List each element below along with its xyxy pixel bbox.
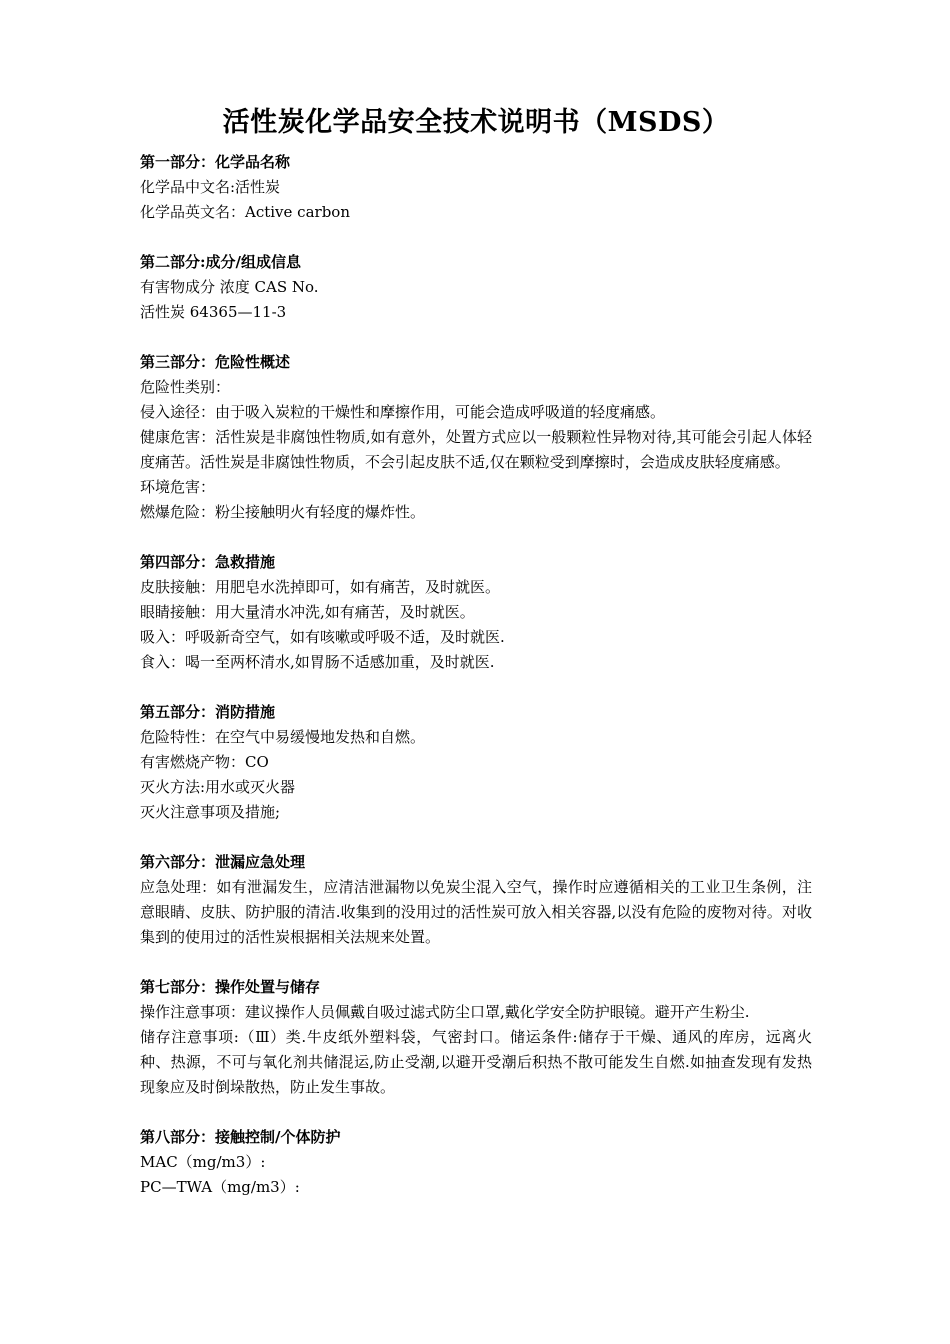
text-line: 活性炭 64365—11-3 [140, 303, 287, 321]
section-exposure-controls [140, 1125, 812, 1200]
text-line: 化学品中文名:活性炭 [140, 178, 281, 196]
section-first-aid [140, 550, 812, 675]
text-paragraph: 健康危害：活性炭是非腐蚀性物质,如有意外，处置方式应以一般颗粒性异物对待,其可能会引起人体轻度痛苦。活性炭是非腐蚀性物质，不会引起皮肤不适,仅在颗粒受到摩擦时，会造成皮肤轻度痛感。 [140, 428, 812, 471]
text-paragraph: 应急处理：如有泄漏发生，应清洁泄漏物以免炭尘混入空气，操作时应遵循相关的工业卫生条例，注意眼睛、皮肤、防护服的清洁.收集到的没用过的活性炭可放入相关容器,以没有危险的废物对待。对收集到的使用过的活性炭根据相关法规来处置。 [140, 878, 812, 946]
text-paragraph: 储存注意事项:（Ⅲ）类.牛皮纸外塑料袋，气密封口。储运条件:储存于干燥、通风的库房，远离火种、热源，不可与氧化剂共储混运,防止受潮,以避开受潮后积热不散可能发生自燃.如抽查发现有发热现象应及时倒垛散热，防止发生事故。 [140, 1028, 812, 1096]
text-line: 侵入途径：由于吸入炭粒的干燥性和摩擦作用，可能会造成呼吸道的轻度痛感。 [140, 403, 666, 421]
text-line: 燃爆危险：粉尘接触明火有轻度的爆炸性。 [140, 503, 426, 521]
section-heading: 第四部分：急救措施 [140, 553, 276, 571]
section-chemical-name [140, 150, 812, 225]
text-line: 有害物成分 浓度 CAS No. [140, 278, 319, 296]
text-line: MAC（mg/m3）: [140, 1153, 266, 1171]
document-title: 活性炭化学品安全技术说明书（MSDS） [222, 107, 730, 138]
text-line: 有害燃烧产物：CO [140, 753, 269, 771]
section-hazards [140, 350, 812, 525]
section-spill-response [140, 850, 812, 950]
text-line: 灭火注意事项及措施; [140, 803, 281, 821]
text-line: 灭火方法:用水或灭火器 [140, 778, 296, 796]
section-heading: 第三部分：危险性概述 [140, 353, 291, 371]
text-line: 危险性类别： [140, 378, 231, 396]
text-line: 环境危害： [140, 478, 216, 496]
text-line: 眼睛接触：用大量清水冲洗,如有痛苦，及时就医。 [140, 603, 475, 621]
text-line: 吸入：呼吸新奇空气，如有咳嗽或呼吸不适，及时就医. [140, 628, 505, 646]
text-paragraph: 操作注意事项：建议操作人员佩戴自吸过滤式防尘口罩,戴化学安全防护眼镜。避开产生粉尘. [140, 1003, 750, 1021]
section-heading: 第六部分：泄漏应急处理 [140, 853, 306, 871]
section-heading: 第五部分：消防措施 [140, 703, 276, 721]
section-heading: 第七部分：操作处置与储存 [140, 978, 321, 996]
section-handling-storage [140, 975, 812, 1100]
text-line: 皮肤接触：用肥皂水洗掉即可，如有痛苦，及时就医。 [140, 578, 501, 596]
section-fire-fighting [140, 700, 812, 825]
document-page [140, 104, 812, 1225]
section-heading: 第二部分:成分/组成信息 [140, 253, 302, 271]
text-line: 化学品英文名：Active carbon [140, 203, 350, 221]
section-composition [140, 250, 812, 325]
text-line: PC—TWA（mg/m3）: [140, 1178, 300, 1196]
section-heading: 第一部分：化学品名称 [140, 153, 291, 171]
text-line: 食入：喝一至两杯清水,如胃肠不适感加重，及时就医. [140, 653, 495, 671]
text-line: 危险特性：在空气中易缓慢地发热和自燃。 [140, 728, 426, 746]
section-heading: 第八部分：接触控制/个体防护 [140, 1128, 341, 1146]
